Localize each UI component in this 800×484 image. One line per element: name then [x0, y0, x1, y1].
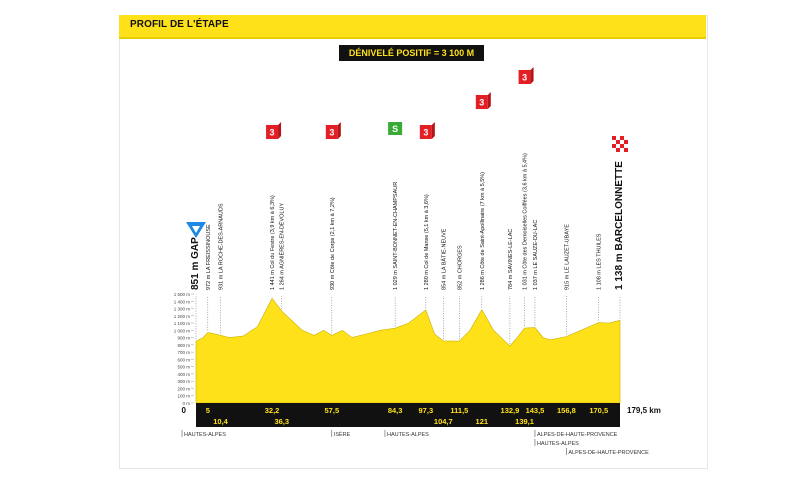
km-marker-label: 5: [205, 406, 210, 415]
climb-flag-fold: [278, 122, 281, 139]
department-label: HAUTES-ALPES: [184, 432, 226, 438]
km-marker-label: 57,5: [324, 406, 340, 415]
department-label: HAUTES-ALPES: [536, 441, 579, 447]
finish-flag-cell: [616, 144, 620, 148]
climb-flag-fold: [531, 67, 534, 84]
place-label: 852 m CHORGES: [457, 245, 464, 290]
finish-flag-cell: [624, 140, 628, 144]
place-label: 915 m LE LAUZET-UBAYE: [564, 224, 571, 290]
climb-category-label: 3: [423, 127, 429, 138]
km-marker-label: 132,9: [500, 406, 520, 415]
y-tick-label: 1 000 m: [173, 328, 190, 334]
km-marker-label: 156,8: [556, 406, 576, 415]
km-marker-label: 111,5: [450, 406, 469, 415]
y-tick-label: 600 m: [177, 357, 190, 363]
finish-flag-cell: [620, 148, 624, 152]
y-tick-label: 1 300 m: [173, 306, 190, 312]
y-tick-label: 100 m: [177, 393, 190, 399]
y-tick-label: 1 100 m: [173, 321, 190, 327]
km-marker-label: 10,4: [213, 417, 228, 426]
place-label: 930 m Côte de Corps (2,1 km à 7,2%): [329, 197, 336, 290]
km-marker-label: 143,5: [525, 406, 545, 415]
finish-flag-cell: [620, 140, 624, 144]
finish-flag-cell: [612, 144, 616, 148]
department-label: ALPES-DE-HAUTE-PROVENCE: [568, 450, 649, 456]
km-start-label: 0: [181, 406, 186, 415]
y-tick-label: 400 m: [177, 371, 190, 377]
km-marker-label: 97,3: [418, 406, 434, 415]
finish-flag-cell: [616, 136, 620, 140]
climb-category-flag: [420, 122, 435, 139]
finish-flag-cell: [612, 148, 616, 152]
y-tick-label: 300 m: [177, 379, 190, 385]
climb-category-flag: [476, 92, 491, 109]
y-tick-label: 1 400 m: [173, 299, 190, 305]
km-marker-label: 139,1: [515, 417, 534, 426]
finish-flag-cell: [624, 144, 628, 148]
climb-category-flag: [326, 122, 341, 139]
y-tick-label: 1 200 m: [173, 313, 190, 319]
km-marker-label: 36,3: [274, 417, 290, 426]
y-tick-label: 1 500 m: [173, 292, 190, 297]
department-label: HAUTES-ALPES: [386, 432, 429, 438]
finish-flag-cell: [612, 140, 616, 144]
finish-flag-cell: [624, 148, 628, 152]
place-label: 854 m LA BÂTIE-NEUVE: [441, 228, 448, 290]
place-label: 1 264 m AGNIÈRES-EN-DÉVOLUY: [279, 202, 286, 290]
place-label: 1 286 m Côte de Saint-Apollinaire (7 km à 5,5%): [479, 171, 486, 290]
climb-category-label: 3: [269, 127, 275, 138]
y-tick-label: 900 m: [177, 335, 190, 341]
climb-category-flag: [519, 67, 534, 84]
climb-category-label: 3: [479, 97, 485, 108]
place-label: 851 m GAP: [190, 237, 201, 290]
finish-flag-cell: [616, 140, 620, 144]
km-end-label: 179,5 km: [627, 406, 661, 415]
y-tick-label: 200 m: [177, 386, 190, 392]
climb-flag-fold: [432, 122, 435, 139]
y-tick-label: 500 m: [177, 364, 190, 370]
y-tick-label: 700 m: [177, 350, 190, 356]
km-marker-label: 170,5: [589, 406, 609, 415]
place-label: 1 138 m BARCELONNETTE: [614, 161, 625, 290]
department-label: ALPES-DE-HAUTE-PROVENCE: [536, 432, 618, 438]
place-label: 1 441 m Col du Festre (3,9 km à 6,3%): [270, 195, 277, 290]
place-label: 784 m SAVINES-LE-LAC: [507, 228, 514, 290]
km-marker-label: 84,3: [387, 406, 403, 415]
place-label: 972 m LA FREISSINOUSE: [205, 224, 212, 290]
place-label: 1 031 m Côte des Demoiselles Coiffées (3,6 km à 5,4%): [522, 153, 529, 290]
finish-flag-cell: [612, 136, 616, 140]
y-tick-label: 0 m: [182, 401, 190, 406]
km-marker-label: 104,7: [433, 417, 453, 426]
climb-category-label: 3: [522, 72, 528, 83]
elevation-area: [196, 298, 620, 403]
elevation-gain-badge: DÉNIVELÉ POSITIF = 3 100 M: [339, 45, 484, 61]
climb-flag-fold: [338, 122, 341, 139]
climb-flag-fold: [488, 92, 491, 109]
place-label: 931 m LA ROCHE-DES-ARNAUDS: [218, 203, 225, 290]
place-label: 1 280 m Col de Manse (5,1 km à 3,6%): [423, 194, 430, 290]
climb-category-flag: [266, 122, 281, 139]
place-label: 1 029 m SAINT-BONNET-EN-CHAMPSAUR: [393, 181, 400, 290]
finish-flag-cell: [620, 144, 624, 148]
place-label: 1 037 m LE SAUZE-DU-LAC: [532, 219, 539, 290]
page-title: PROFIL DE L'ÉTAPE: [130, 19, 229, 30]
place-label: 1 108 m LES THUILES: [596, 233, 603, 290]
finish-flag-cell: [624, 136, 628, 140]
km-marker-label: 32,2: [264, 406, 280, 415]
climb-category-label: 3: [329, 127, 335, 138]
finish-flag-cell: [620, 136, 624, 140]
sprint-label: S: [392, 124, 399, 134]
finish-flag-cell: [616, 148, 620, 152]
y-tick-label: 800 m: [177, 342, 190, 348]
department-label: ISÈRE: [333, 432, 351, 438]
km-marker-label: 121: [475, 417, 489, 426]
